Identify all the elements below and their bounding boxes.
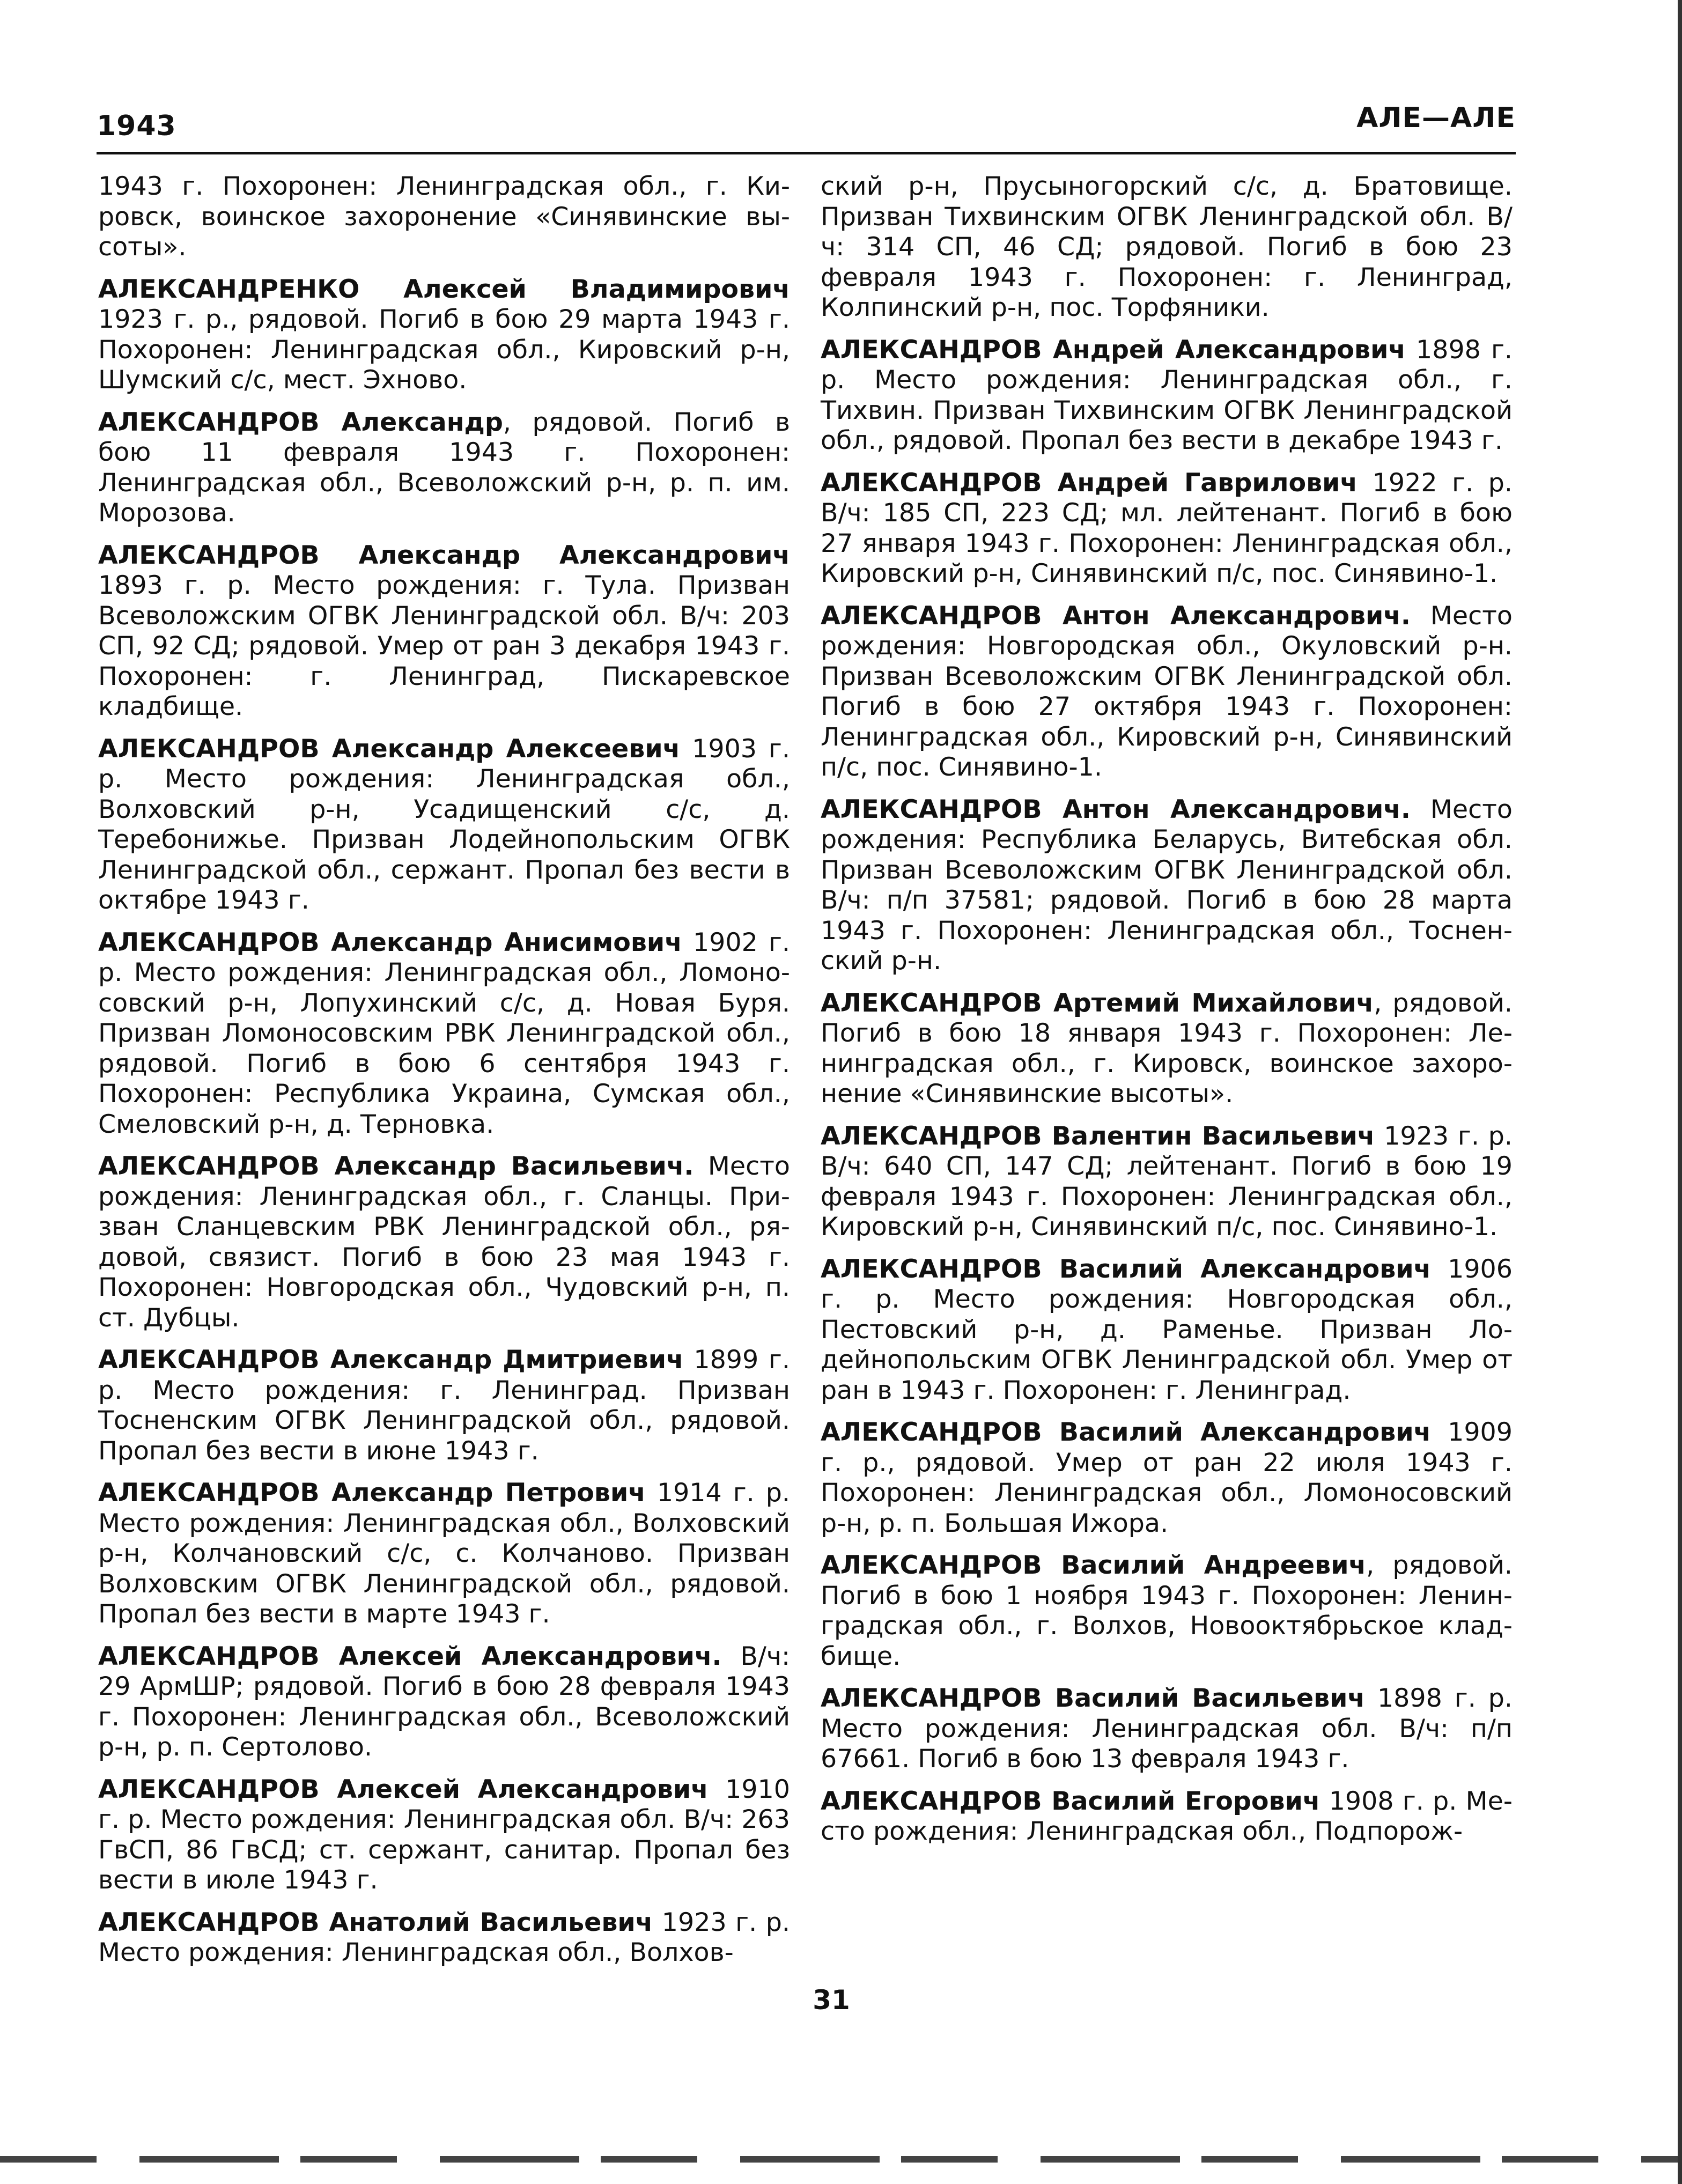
entry bbox=[98, 734, 790, 916]
entry-name: АЛЕКСАНДРОВ Александр Дмитриевич bbox=[98, 1345, 684, 1375]
header-divider bbox=[97, 152, 1516, 154]
entry-text: 1903 г. р. Место рождения: Ленинградская обл., Волховский р-н, Усадищенский с/с, д. Теребонижье. Призван Лодейнопольским ОГВК Ленинградской обл., сержант. Пропал без вести в октябре 1943 г. bbox=[98, 734, 790, 915]
entry bbox=[821, 1255, 1513, 1406]
entry-name: АЛЕКСАНДРОВ Алексей Александрович. bbox=[98, 1641, 722, 1671]
entry-text: 1943 г. Похоронен: Ленинградская обл., г. Кировск, воинское захоронение «Синявинские высоты». bbox=[98, 172, 790, 262]
entry-name: АЛЕКСАНДРОВ Александр bbox=[98, 407, 503, 437]
entry-name: АЛЕКСАНДРОВ Александр Александрович bbox=[98, 540, 790, 570]
entry bbox=[821, 795, 1513, 977]
entry-name: АЛЕКСАНДРОВ Василий Александрович bbox=[821, 1418, 1432, 1447]
entry bbox=[98, 928, 790, 1140]
entry-name: АЛЕКСАНДРОВ Антон Александрович. bbox=[821, 794, 1411, 824]
entry-text: 1908 г. р. Место рождения: Ленинградская обл., Подпорож- bbox=[821, 1786, 1513, 1846]
entry bbox=[821, 601, 1513, 783]
entry-name: АЛЕКСАНДРОВ Анатолий Васильевич bbox=[98, 1907, 653, 1937]
entry bbox=[821, 172, 1513, 323]
entry-text: 1909 г. р., рядовой. Умер от ран 22 июля 1943 г. Похоронен: Ленинградская обл., Ломоносовский р-н, р. п. Большая Ижора. bbox=[821, 1418, 1513, 1538]
entry-name: АЛЕКСАНДРОВ Василий Александрович bbox=[821, 1254, 1432, 1284]
entry bbox=[98, 275, 790, 396]
entry bbox=[98, 1345, 790, 1466]
entry-text: 1914 г. р. Место рождения: Ленинградская обл., Волховский р-н, Колчановский с/с, с. Колчаново. Призван Волховским ОГВК Ленинградской обл., рядовой. Пропал без вести в марте 1943 г. bbox=[98, 1478, 790, 1629]
entry bbox=[98, 1775, 790, 1896]
entry bbox=[821, 1121, 1513, 1243]
entry-text: Место рождения: Ленинградская обл., г. Сланцы. Призван Сланцевским РВК Ленинградской обл., рядовой, связист. Погиб в бою 23 мая 1943 г. Похоронен: Новгородская обл., Чудовский р-н, п. ст. Дубцы. bbox=[98, 1152, 790, 1333]
entry-name: АЛЕКСАНДРОВ Василий Андреевич bbox=[821, 1551, 1367, 1580]
entry bbox=[821, 1787, 1513, 1847]
entry-name: АЛЕКСАНДРОВ Александр Васильевич. bbox=[98, 1152, 694, 1181]
header-range: АЛЕ—АЛЕ bbox=[1356, 102, 1516, 134]
entry-text: 1902 г. р. Место рождения: Ленинградская обл., Ломоносовский р-н, Лопухинский с/с, д. Новая Буря. Призван Ломоносовским РВК Ленинградской обл., рядовой. Погиб в бою 6 сентября 1943 г. Похоронен: Республика Украина, Сумская обл., Смеловский р-н, д. Терновка. bbox=[98, 927, 791, 1139]
scan-bottom-edge bbox=[0, 2156, 1682, 2163]
entry-text: 1893 г. р. Место рождения: г. Тула. Призван Всеволожским ОГВК Ленинградской обл. В/ч: 203 СП, 92 СД; рядовой. Умер от ран 3 декабря 1943 г. Похоронен: г. Ленинград, Пискаревское кладбище. bbox=[98, 571, 790, 721]
right-column bbox=[821, 172, 1513, 1859]
entry-text: 1898 г. р. Место рождения: Ленинградская обл., г. Тихвин. Призван Тихвинским ОГВК Ленинградской обл., рядовой. Пропал без вести в декабре 1943 г. bbox=[821, 335, 1513, 455]
entry-text: 1910 г. р. Место рождения: Ленинградская обл. В/ч: 263 ГвСП, 86 ГвСД; ст. сержант, санитар. Пропал без вести в июле 1943 г. bbox=[98, 1774, 791, 1895]
entry-text: , рядовой. Погиб в бою 1 ноября 1943 г. Похоронен: Ленинградская обл., г. Волхов, Новооктябрьское кладбище. bbox=[821, 1551, 1513, 1671]
entry-text: 1906 г. р. Место рождения: Новгородская обл., Пестовский р-н, д. Раменье. Призван Лодейнопольским ОГВК Ленинградской обл. Умер от ран в 1943 г. Похоронен: г. Ленинград. bbox=[821, 1254, 1513, 1405]
entry bbox=[821, 988, 1513, 1110]
entry-text: 1923 г. р. В/ч: 640 СП, 147 СД; лейтенант. Погиб в бою 19 февраля 1943 г. Похоронен: Ленинградская обл., Кировский р-н, Синявинский п/с, пос. Синявино-1. bbox=[821, 1121, 1513, 1242]
entry bbox=[821, 1418, 1513, 1539]
entry-name: АЛЕКСАНДРОВ Артемий Михайлович bbox=[821, 988, 1374, 1018]
entry bbox=[98, 1642, 790, 1763]
entry-name: АЛЕКСАНДРОВ Андрей Александрович bbox=[821, 335, 1406, 365]
entry-name: АЛЕКСАНДРОВ Александр Алексеевич bbox=[98, 734, 681, 764]
entry-name: АЛЕКСАНДРОВ Василий Васильевич bbox=[821, 1684, 1366, 1713]
entry-text: , рядовой. Погиб в бою 18 января 1943 г. Похоронен: Ленинградская обл., г. Кировск, воинское захоронение «Синявинские высоты». bbox=[821, 988, 1513, 1109]
entry bbox=[98, 541, 790, 722]
entry bbox=[98, 172, 790, 263]
entry bbox=[98, 408, 790, 529]
left-column bbox=[98, 172, 790, 1980]
entry-text: Место рождения: Республика Беларусь, Витебская обл. Призван Всеволожским ОГВК Ленинградской обл. В/ч: п/п 37581; рядовой. Погиб в бою 28 марта 1943 г. Похоронен: Ленинградская обл., Тосненский р-н. bbox=[821, 794, 1513, 976]
entry bbox=[98, 1152, 790, 1333]
entry-text: , рядовой. Погиб в бою 11 февраля 1943 г. Похоронен: Ленинградская обл., Всеволожский р-н, р. п. им. Морозова. bbox=[98, 407, 790, 528]
entry-text: ский р-н, Прусыногорский с/с, д. Братовище. Призван Тихвинским ОГВК Ленинградской обл. В/ч: 314 СП, 46 СД; рядовой. Погиб в бою 23 февраля 1943 г. Похоронен: г. Ленинград, Колпинский р-н, пос. Торфяники. bbox=[821, 172, 1513, 322]
entry-text: 1923 г. р. Место рождения: Ленинградская обл., Волхов- bbox=[98, 1907, 790, 1967]
entry-name: АЛЕКСАНДРОВ Андрей Гаврилович bbox=[821, 468, 1358, 498]
entry-text: В/ч: 29 АрмШР; рядовой. Погиб в бою 28 февраля 1943 г. Похоронен: Ленинградская обл., Всеволожский р-н, р. п. Сертолово. bbox=[98, 1641, 791, 1762]
entry bbox=[821, 468, 1513, 589]
page-number: 31 bbox=[813, 1984, 850, 2016]
entry bbox=[98, 1478, 790, 1630]
entry-name: АЛЕКСАНДРОВ Василий Егорович bbox=[821, 1786, 1320, 1816]
entry-name: АЛЕКСАНДРОВ Александр Петрович bbox=[98, 1478, 646, 1508]
entry-name: АЛЕКСАНДРЕНКО Алексей Владимирович bbox=[98, 274, 790, 304]
entry-name: АЛЕКСАНДРОВ Валентин Васильевич bbox=[821, 1121, 1375, 1151]
entry-text: 1922 г. р. В/ч: 185 СП, 223 СД; мл. лейтенант. Погиб в бою 27 января 1943 г. Похоронен: Ленинградская обл., Кировский р-н, Синявинский п/с, пос. Синявино-1. bbox=[821, 468, 1513, 588]
entry bbox=[821, 1551, 1513, 1672]
entry-name: АЛЕКСАНДРОВ Александр Анисимович bbox=[98, 927, 682, 957]
entry bbox=[821, 335, 1513, 456]
header-year: 1943 bbox=[97, 110, 176, 142]
entry-text: 1898 г. р. Место рождения: Ленинградская обл. В/ч: п/п 67661. Погиб в бою 13 февраля 1943 г. bbox=[821, 1684, 1513, 1774]
entry-name: АЛЕКСАНДРОВ Алексей Александрович bbox=[98, 1774, 709, 1804]
entry-text: 1923 г. р., рядовой. Погиб в бою 29 марта 1943 г. Похоронен: Ленинградская обл., Кировский р-н, Шумский с/с, мест. Эхново. bbox=[98, 305, 790, 395]
entry-text: Место рождения: Новгородская обл., Окуловский р-н. Призван Всеволожским ОГВК Ленинградской обл. Погиб в бою 27 октября 1943 г. Похоронен: Ленинградская обл., Кировский р-н, Синявинский п/с, пос. Синявино-1. bbox=[821, 601, 1513, 782]
entry-name: АЛЕКСАНДРОВ Антон Александрович. bbox=[821, 601, 1411, 631]
entry bbox=[98, 1908, 790, 1968]
entry-text: 1899 г. р. Место рождения: г. Ленинград. Призван Тосненским ОГВК Ленинградской обл., рядовой. Пропал без вести в июне 1943 г. bbox=[98, 1345, 790, 1466]
scan-right-edge bbox=[1678, 0, 1682, 2184]
entry bbox=[821, 1684, 1513, 1775]
